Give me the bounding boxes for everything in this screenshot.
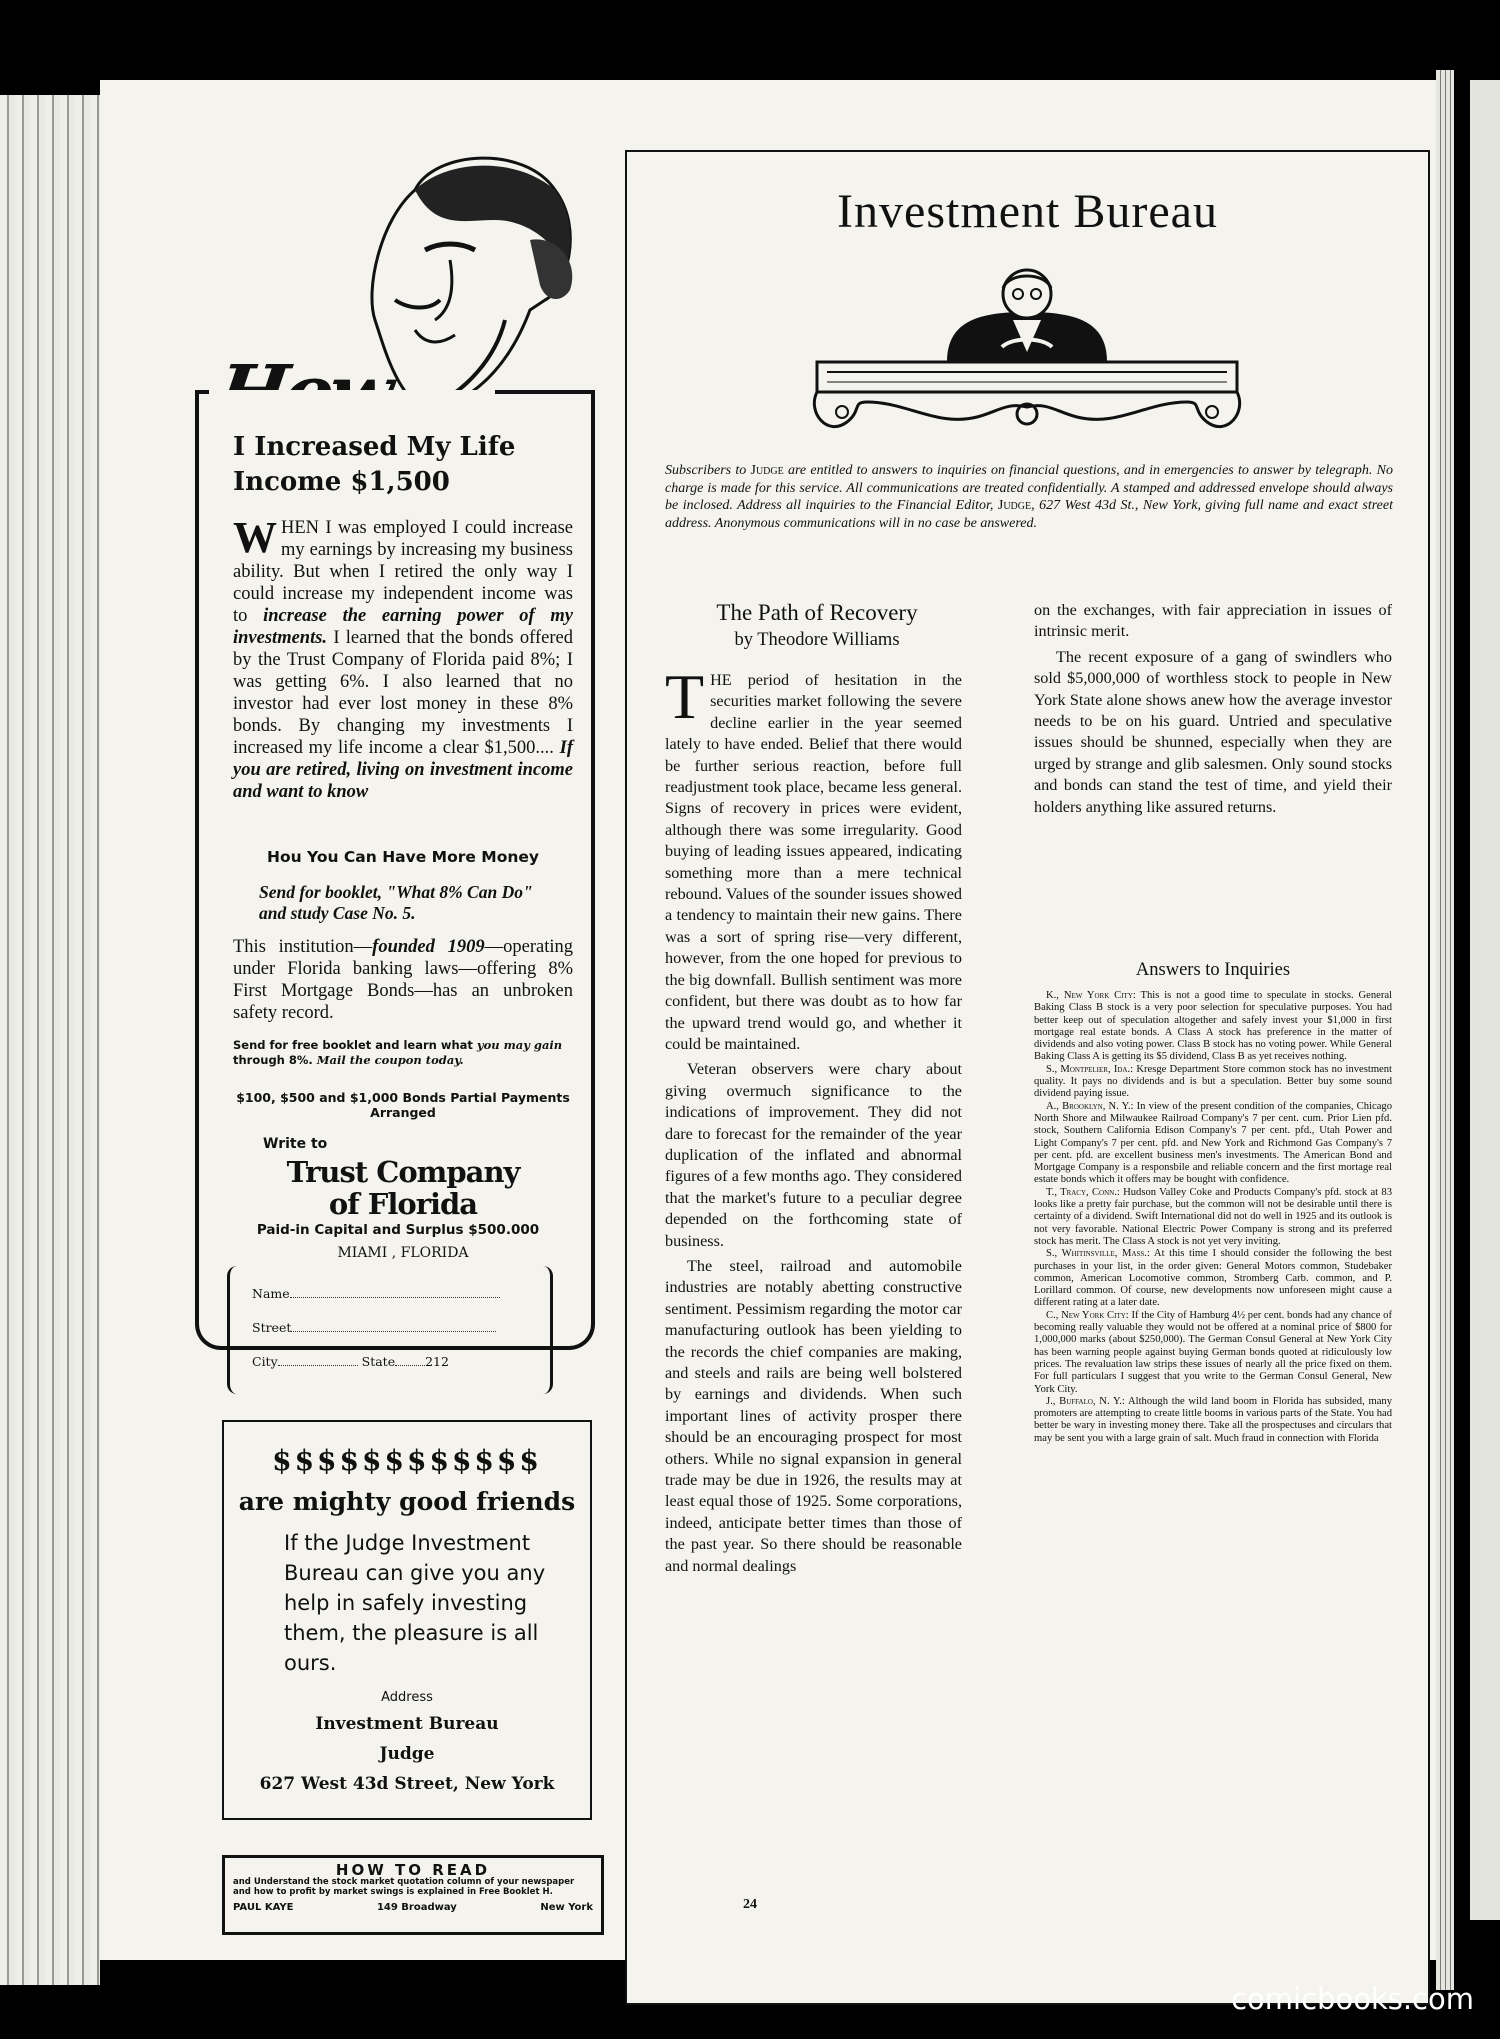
man-portrait-illustration: [355, 150, 605, 420]
book-page-edges-right: [1436, 70, 1454, 1990]
pitch-text: If the Judge Investment Bureau can give you any help in safely investing them, the pleasure is all ours.: [284, 1531, 546, 1675]
booklet-offer: Send for booklet, "What 8% Can Do" and study Case No. 5.: [259, 882, 533, 923]
address-block: Investment Bureau Judge 627 West 43d Street, New York: [259, 1714, 555, 1794]
how-to-read-footer: PAUL KAYE 149 Broadway New York: [233, 1902, 593, 1913]
financier-at-desk-illustration: [797, 252, 1257, 452]
ad-subhead: Hou You Can Have More Money: [267, 848, 539, 866]
facing-page-edge: [1470, 80, 1500, 1920]
dollars-ad: [222, 1420, 592, 1820]
coupon-name-field[interactable]: Name: [252, 1286, 500, 1301]
mail-coupon: [227, 1266, 553, 1394]
trust-company-ad: [195, 390, 595, 1369]
article-dropcap: T: [665, 661, 705, 732]
answer-item: A., Brooklyn, N. Y.: In view of the present condition of the companies, Chicago North Shore and Milwaukee Railroad Company's 7 per cent. cum. Prior Lien pfd. stock, Southern California Edison Company's 7 per cent. pfd., Utah Power and Light Company's 7 per cent. pfd. and New York and Richmond Gas Company's 7 per cent. pfd. are excellent business men's investments. The American Bond and Mortgage Company is a responsbile and reliable concern and the first mortage real estate bonds which it offers may be bought with confidence.: [1034, 1100, 1392, 1186]
institution-text: This institution—founded 1909—operating under Florida banking laws—offering 8% First Mortgage Bonds—has an unbroken safety record.: [233, 937, 573, 1023]
answer-item: C., New York City: If the City of Hamburg 4½ per cent. bonds had any chance of becoming really valuable they would not be offered at a nominal price of $800 for 1,000,000 marks (about $250,000). The German Consul General at New York City has been warning people against buying German bonds quoted at ridiculously low prices. The revaluation law strips these issues of nearly all the price fixed on them. For full particulars I suggest that you write to the German Consul General, New York City.: [1034, 1309, 1392, 1395]
site-watermark: comicbooks.com: [1231, 1982, 1474, 2016]
answer-item: J., Buffalo, N. Y.: Although the wild land boom in Florida has subsided, many promoters are attempting to create little booms in various parts of the State. You had better be wary in investing money there. Take all the prospectuses and circulars that may be sent you with a large grain of salt. Much fraud in connection with Florida: [1034, 1395, 1393, 1444]
article-paragraph: Veteran observers were chary about giving overmuch significance to the indications of improvement. They did not dare to forecast for the remainder of the year duplication of the inflated and abnormal figures of a few months ago. They considered that the market's future to a peculiar degree depended on the forthcoming state of business.: [665, 1060, 962, 1250]
article-paragraph: The recent exposure of a gang of swindlers who sold $5,000,000 of worthless stock to people in New York State alone shows anew how the average investor needs to be on his guard. Untried and speculative issues should be shunned, especially when they are urged by strange and glib salesmen. Only sound stocks and bonds can stand the test of time, and yield their holders anything like assured returns.: [1034, 647, 1392, 816]
article-paragraph: on the exchanges, with fair appreciation in issues of intrinsic merit.: [1034, 601, 1392, 641]
paid-in-capital: Paid-in Capital and Surplus $500.000: [256, 1222, 540, 1238]
article-paragraph: THE period of hesitation in the securities market following the severe decline earlier in the year seemed lately to have ended. Belief that there would be further serious reaction, before full readjustment took place, became less general. Signs of recovery in prices were evident, although there was some irregularity. Good buying of leading issues appeared, indicating something more than a mere technical rebound. Values of the sounder issues showed a tendency to maintain their new gains. There was a sort of spring rise—very different, however, from the one hoped for previous to the big downfall. Bullish sentiment was more confident, but there was doubt as to how far the upward trend would go, and whether it could be maintained.: [665, 661, 962, 1053]
answer-item: K., New York City: This is not a good time to speculate in stocks. General Baking Class B stock is a very poor selection for speculative purposes. You had better keep out of speculation altogether and safely invest your $1,000 in first mortgage real estate bonds. A Class A stock has preference in the matter of dividends and also voting power. Class B stock has no voting power. While General Baking Class A is getting its $5 dividend, Class B as yet receives nothing.: [1034, 990, 1392, 1063]
bond-denominations: $100, $500 and $1,000 Bonds Partial Payments Arranged: [236, 1090, 570, 1120]
article-column-left: [665, 661, 962, 1581]
article-title: The Path of Recovery: [716, 600, 918, 625]
book-page-edges-left: [0, 95, 100, 1985]
write-to-label: Write to: [263, 1136, 328, 1152]
answer-item: S., Montpelier, Ida.: Kresge Department Store common stock has no investment quality. It pays no dividends and is but a speculation. Better buy some sound dividend paying issue.: [1034, 1063, 1392, 1100]
bureau-intro-notice: Subscribers to Judge are entitled to answers to inquiries on financial questions, and in emergencies to answer by telegraph. No charge is made for this service. All communications are treated confidentially. A stamped and addressed envelope should always be inclosed. Address all inquiries to the Financial Editor, Judge, 627 West 43d St., New York, giving full name and exact street address. Anonymous communications will in no case be answered.: [665, 463, 1394, 531]
ad-body-text: WHEN I was employed I could increase my earnings by increasing my business ability. But when I retired the only way I could increase my independent income was to increase the earning power of my investments. I learned that the bonds offered by the Trust Company of Florida paid 8%; I was getting 6%. I also learned that no investor had ever lost money in these 8% bonds. By changing my investments I increased my life income a clear $1,500.... If you are retired, living on investment income and want to know: [233, 513, 573, 802]
how-to-read-body: and Understand the stock market quotation column of your newspaper and how to profit by market swings is explained in Free Booklet H.: [233, 1877, 575, 1897]
address-label: Address: [381, 1690, 433, 1705]
article-byline: by Theodore Williams: [734, 630, 900, 650]
ad-dropcap: W: [233, 513, 277, 562]
answer-item: T., Tracy, Conn.: Hudson Valley Coke and Products Company's pfd. stock at 83 looks like a pretty fair purchase, but the common will not be desirable until there is certainty of a dividend. Swift International did not do well in 1925 and its outlook is not very favorable. National Electric Power Company is strong and its preferred stock has merit. The Class A stock is not yet very inviting.: [1034, 1186, 1392, 1247]
article-column-right: [1034, 600, 1392, 822]
coupon-street-field[interactable]: Street: [252, 1320, 496, 1335]
company-name: Trust Company of Florida: [286, 1155, 520, 1221]
answers-heading: Answers to Inquiries: [1135, 960, 1291, 980]
ad-headline: I Increased My Life Income $1,500: [233, 432, 516, 497]
how-to-read-ad: [222, 1855, 604, 1935]
page-title: Investment Bureau: [837, 185, 1218, 238]
dollar-signs: $$$$$$$$$$$$: [272, 1444, 542, 1477]
coupon-city-state-field[interactable]: City State 212: [252, 1354, 449, 1369]
send-for-booklet: Send for free booklet and learn what you may gain through 8%. Mail the coupon today.: [233, 1038, 563, 1067]
friends-heading: are mighty good friends: [238, 1487, 576, 1516]
company-city: MIAMI , FLORIDA: [337, 1245, 469, 1261]
how-to-read-heading: HOW TO READ: [335, 1861, 491, 1879]
answer-item: S., Whitinsville, Mass.: At this time I should consider the following the best purchases in your list, in the order given: General Motors common, Studebaker common, American Locomotive common, Stromberg Carb. common, and P. Lorillard common. Of course, new developments now unforeseen might cause a different rating at a later date.: [1034, 1248, 1392, 1309]
answers-list: [1034, 990, 1392, 1445]
investment-bureau-panel: [625, 150, 1430, 2005]
page-number: 24: [743, 1897, 757, 1912]
article-paragraph: The steel, railroad and automobile industries are notably abetting constructive sentiment. Pessimism regarding the motor car manufacturing outlook has been yielding to the records the chief companies are making, and steels and rails are being well bolstered by earnings and dividends. When such important lines of activity prosper there should be an encouraging prospect for most others. While no signal expansion in general trade may be due in 1926, the results may at least equal those of 1925. Some corporations, indeed, anticipate better times than those of the past year. So there should be reasonable and normal dealings: [665, 1256, 962, 1575]
